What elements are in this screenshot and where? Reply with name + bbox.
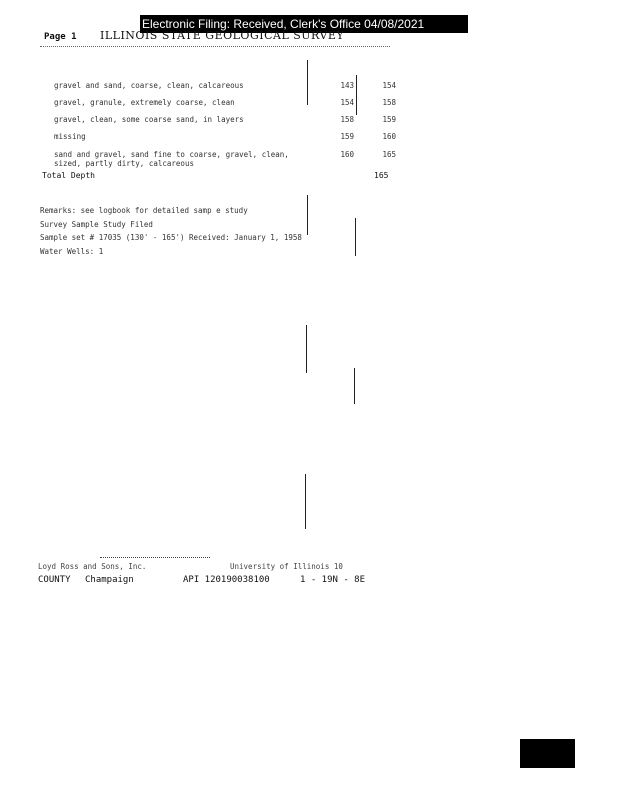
filing-stamp: Electronic Filing: Received, Clerk's Office 04/08/2021 — [140, 15, 468, 33]
county-label: COUNTY — [38, 575, 71, 585]
location-code: 1 - 19N - 8E — [300, 575, 366, 585]
remarks-line: Survey Sample Study Filed — [40, 220, 153, 229]
owner-name: University of Illinois 10 — [230, 562, 343, 571]
log-row-from: 143 — [340, 81, 354, 90]
log-row-to: 160 — [382, 132, 396, 141]
log-row-description: gravel and sand, coarse, clean, calcareous — [54, 81, 244, 90]
scan-artifact-line — [307, 195, 308, 235]
remarks-line: Water Wells: 1 — [40, 247, 104, 256]
log-row-to: 165 — [382, 150, 396, 159]
log-row-to: 154 — [382, 81, 396, 90]
log-row-description: missing — [54, 132, 86, 141]
total-depth-value: 165 — [374, 171, 389, 180]
remarks-line: Remarks: see logbook for detailed samp e study — [40, 206, 248, 215]
survey-title: ILLINOIS STATE GEOLOGICAL SURVEY — [100, 29, 345, 42]
remarks-line: Sample set # 17035 (130' - 165') Received: January 1, 1958 — [40, 233, 302, 242]
api-number: API 120190038100 — [183, 575, 270, 585]
scan-artifact-line — [305, 474, 306, 529]
log-row-description: gravel, granule, extremely coarse, clean — [54, 98, 235, 107]
log-row-from: 160 — [340, 150, 354, 159]
redaction-block — [520, 739, 575, 768]
log-row-from: 158 — [340, 115, 354, 124]
total-depth-label: Total Depth — [42, 171, 95, 180]
scan-artifact-line — [355, 218, 356, 256]
log-row-to: 159 — [382, 115, 396, 124]
header-divider — [40, 46, 390, 47]
footer-divider — [100, 557, 210, 558]
scan-artifact-line — [354, 368, 355, 404]
log-row-from: 154 — [340, 98, 354, 107]
county-name: Champaign — [85, 575, 134, 585]
page-number: Page 1 — [44, 32, 77, 42]
driller-name: Loyd Ross and Sons, Inc. — [38, 562, 147, 571]
log-row-description: gravel, clean, some coarse sand, in layers — [54, 115, 244, 124]
scan-artifact-line — [306, 325, 307, 373]
scan-artifact-line — [356, 75, 357, 115]
log-row-to: 158 — [382, 98, 396, 107]
scan-artifact-line — [307, 60, 308, 105]
log-row-description: sand and gravel, sand fine to coarse, gravel, clean, sized, partly dirty, calcareous — [54, 150, 289, 168]
log-row-from: 159 — [340, 132, 354, 141]
